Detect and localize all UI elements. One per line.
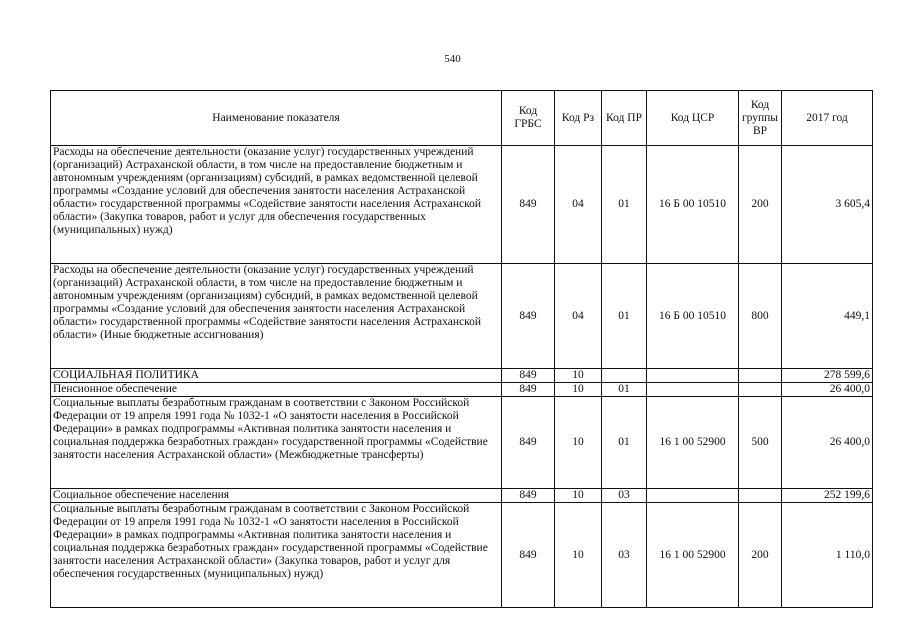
table-row	[51, 383, 873, 397]
row-rz: 10	[555, 503, 602, 608]
row-name: Социальное обеспечение населения	[51, 489, 502, 503]
row-pr: 03	[602, 503, 647, 608]
header-csr: Код ЦСР	[647, 91, 739, 146]
row-pr: 01	[602, 383, 647, 397]
row-vr	[739, 489, 782, 503]
row-pr: 01	[602, 397, 647, 489]
row-pr: 01	[602, 264, 647, 369]
row-amount: 449,1	[782, 264, 873, 369]
row-rz: 04	[555, 146, 602, 264]
row-rz: 10	[555, 369, 602, 383]
table-row	[51, 369, 873, 383]
table-row	[51, 397, 873, 489]
row-grbs: 849	[502, 383, 555, 397]
row-name: Социальные выплаты безработным гражданам в соответствии с Законом Российской Федерации от 19 апреля 1991 года № 1032-1 «О занятости населения в Российской Федерации» в рамках подпрограммы «Активная политика занятости населения и социальная поддержка безработных граждан» государственной программы «Содействие занятости населения Астраханской области» (Закупка товаров, работ и услуг для обеспечения государственных (муниципальных) нужд)	[51, 503, 502, 608]
row-rz: 10	[555, 489, 602, 503]
row-grbs: 849	[502, 489, 555, 503]
row-name: Социальные выплаты безработным гражданам в соответствии с Законом Российской Федерации от 19 апреля 1991 года № 1032-1 «О занятости населения в Российской Федерации» в рамках подпрограммы «Активная политика занятости населения и социальная поддержка безработных граждан» государственной программы «Содействие занятости населения Астраханской области» (Межбюджетные трансферты)	[51, 397, 502, 489]
row-grbs: 849	[502, 397, 555, 489]
row-rz: 10	[555, 397, 602, 489]
row-vr	[739, 383, 782, 397]
table-row	[51, 264, 873, 369]
header-grbs: Код ГРБС	[502, 91, 555, 146]
row-vr	[739, 369, 782, 383]
row-name: Расходы на обеспечение деятельности (оказание услуг) государственных учреждений (организаций) Астраханской области, в том числе на предоставление бюджетным и автономным учреждениям (организациям) субсидий, в рамках ведомственной целевой программы «Создание условий для обеспечения занятости населения Астраханской области» государственной программы «Содействие занятости населения Астраханской области» (Закупка товаров, работ и услуг для обеспечения государственных (муниципальных) нужд)	[51, 146, 502, 264]
row-grbs: 849	[502, 264, 555, 369]
row-pr: 03	[602, 489, 647, 503]
row-vr: 200	[739, 146, 782, 264]
row-amount: 1 110,0	[782, 503, 873, 608]
row-amount: 26 400,0	[782, 383, 873, 397]
table-row	[51, 146, 873, 264]
header-name: Наименование показателя	[51, 91, 502, 146]
row-pr	[602, 369, 647, 383]
row-csr	[647, 489, 739, 503]
row-name: СОЦИАЛЬНАЯ ПОЛИТИКА	[51, 369, 502, 383]
header-pr: Код ПР	[602, 91, 647, 146]
table-row	[51, 503, 873, 608]
row-name: Расходы на обеспечение деятельности (оказание услуг) государственных учреждений (организаций) Астраханской области, в том числе на предоставление бюджетным и автономным учреждениям (организациям) субсидий, в рамках ведомственной целевой программы «Создание условий для обеспечения занятости населения Астраханской области» государственной программы «Содействие занятости населения Астраханской области» (Иные бюджетные ассигнования)	[51, 264, 502, 369]
row-rz: 04	[555, 264, 602, 369]
row-csr: 16 Б 00 10510	[647, 264, 739, 369]
row-vr: 200	[739, 503, 782, 608]
row-csr: 16 1 00 52900	[647, 397, 739, 489]
row-rz: 10	[555, 383, 602, 397]
row-amount: 252 199,6	[782, 489, 873, 503]
row-csr: 16 Б 00 10510	[647, 146, 739, 264]
row-amount: 3 605,4	[782, 146, 873, 264]
table-row	[51, 489, 873, 503]
row-grbs: 849	[502, 503, 555, 608]
header-vr: Код группы ВР	[739, 91, 782, 146]
header-year: 2017 год	[782, 91, 873, 146]
row-csr	[647, 383, 739, 397]
row-name: Пенсионное обеспечение	[51, 383, 502, 397]
table-header-row	[51, 91, 873, 146]
row-amount: 26 400,0	[782, 397, 873, 489]
row-amount: 278 599,6	[782, 369, 873, 383]
row-csr	[647, 369, 739, 383]
budget-table	[50, 90, 873, 608]
row-vr: 800	[739, 264, 782, 369]
row-pr: 01	[602, 146, 647, 264]
row-grbs: 849	[502, 146, 555, 264]
row-grbs: 849	[502, 369, 555, 383]
header-rz: Код Рз	[555, 91, 602, 146]
row-csr: 16 1 00 52900	[647, 503, 739, 608]
row-vr: 500	[739, 397, 782, 489]
page-number: 540	[444, 53, 461, 65]
